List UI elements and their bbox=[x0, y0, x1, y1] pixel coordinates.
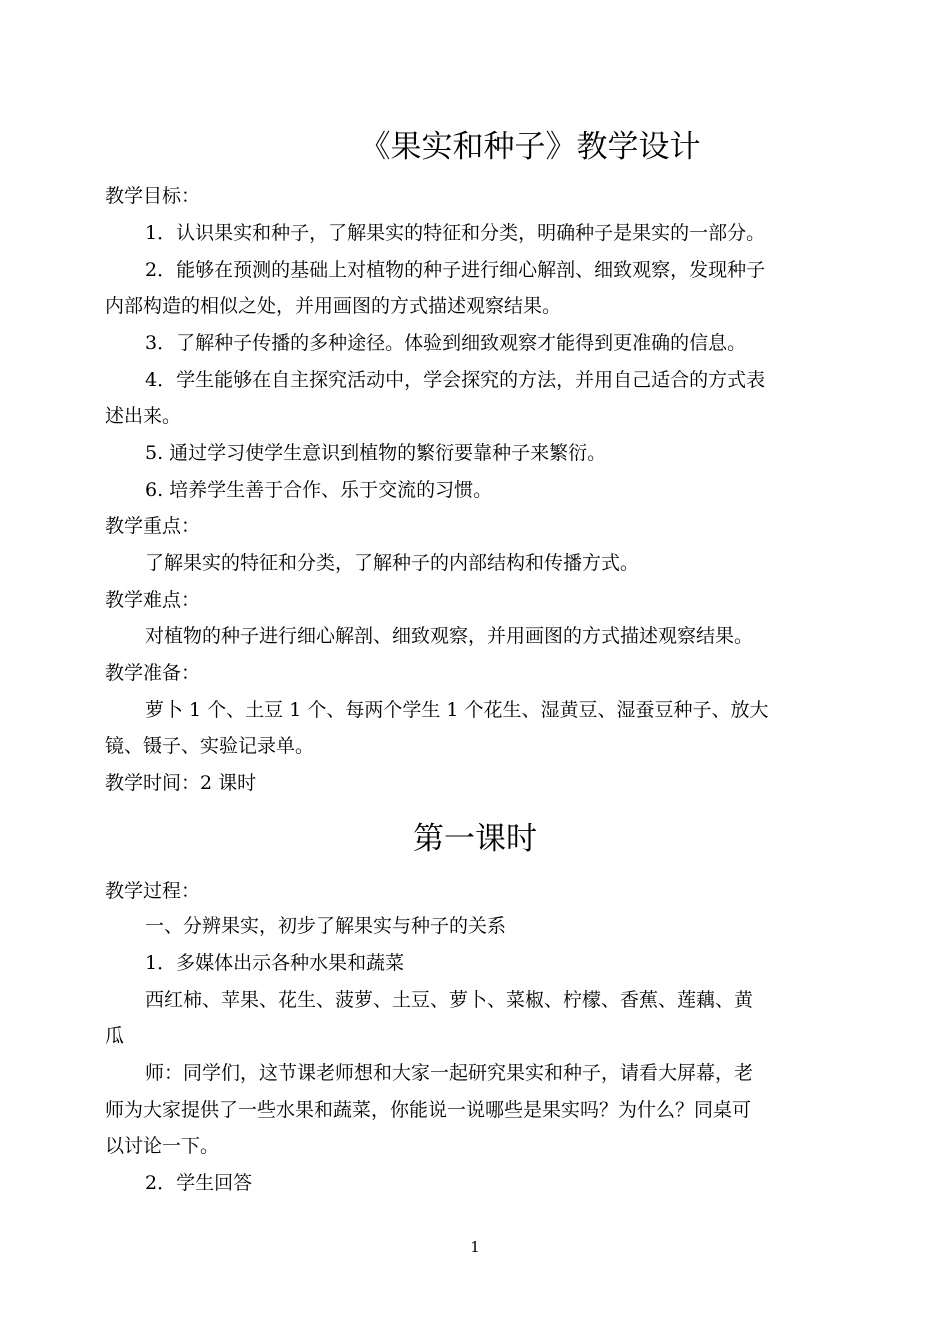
key-points-text: 了解果实的特征和分类，了解种子的内部结构和传播方式。 bbox=[145, 552, 640, 574]
process-line: 师为大家提供了一些水果和蔬菜，你能说一说哪些是果实吗？为什么？同桌可 bbox=[105, 1099, 752, 1121]
preparation-line: 镜、镊子、实验记录单。 bbox=[105, 735, 315, 757]
process-line: 以讨论一下。 bbox=[105, 1135, 220, 1157]
preparation-line: 萝卜 1 个、土豆 1 个、每两个学生 1 个花生、湿黄豆、湿蚕豆种子、放大 bbox=[145, 699, 769, 721]
difficulty-heading: 教学难点： bbox=[105, 589, 201, 611]
goal-line: 2．能够在预测的基础上对植物的种子进行细心解剖、细致观察，发现种子 bbox=[145, 259, 766, 281]
goal-line: 6. 培养学生善于合作、乐于交流的习惯。 bbox=[145, 479, 493, 501]
process-line: 瓜 bbox=[105, 1025, 125, 1047]
goal-line: 述出来。 bbox=[105, 405, 182, 427]
difficulty-text: 对植物的种子进行细心解剖、细致观察，并用画图的方式描述观察结果。 bbox=[145, 625, 754, 647]
page-number: 1 bbox=[470, 1238, 480, 1256]
goal-line: 1．认识果实和种子，了解果实的特征和分类，明确种子是果实的一部分。 bbox=[145, 222, 766, 244]
process-line: 西红柿、苹果、花生、菠萝、土豆、萝卜、菜椒、柠檬、香蕉、莲藕、黄 bbox=[145, 989, 754, 1011]
goal-line: 3．了解种子传播的多种途径。体验到细致观察才能得到更准确的信息。 bbox=[145, 332, 747, 354]
goals-heading: 教学目标： bbox=[105, 185, 201, 207]
process-line: 1．多媒体出示各种水果和蔬菜 bbox=[145, 952, 405, 974]
document-title: 《果实和种子》教学设计 bbox=[359, 129, 701, 165]
goal-line: 4．学生能够在自主探究活动中，学会探究的方法，并用自己适合的方式表 bbox=[145, 369, 766, 391]
preparation-heading: 教学准备： bbox=[105, 662, 201, 684]
goal-line: 内部构造的相似之处，并用画图的方式描述观察结果。 bbox=[105, 295, 562, 317]
process-line: 师：同学们，这节课老师想和大家一起研究果实和种子，请看大屏幕，老 bbox=[145, 1062, 754, 1084]
teaching-time: 教学时间：2 课时 bbox=[105, 772, 257, 794]
process-line: 一、分辨果实，初步了解果实与种子的关系 bbox=[145, 915, 507, 937]
lesson-title: 第一课时 bbox=[413, 821, 537, 857]
process-heading: 教学过程： bbox=[105, 880, 201, 902]
process-line: 2．学生回答 bbox=[145, 1172, 253, 1194]
key-points-heading: 教学重点： bbox=[105, 515, 201, 537]
goal-line: 5. 通过学习使学生意识到植物的繁衍要靠种子来繁衍。 bbox=[145, 442, 607, 464]
